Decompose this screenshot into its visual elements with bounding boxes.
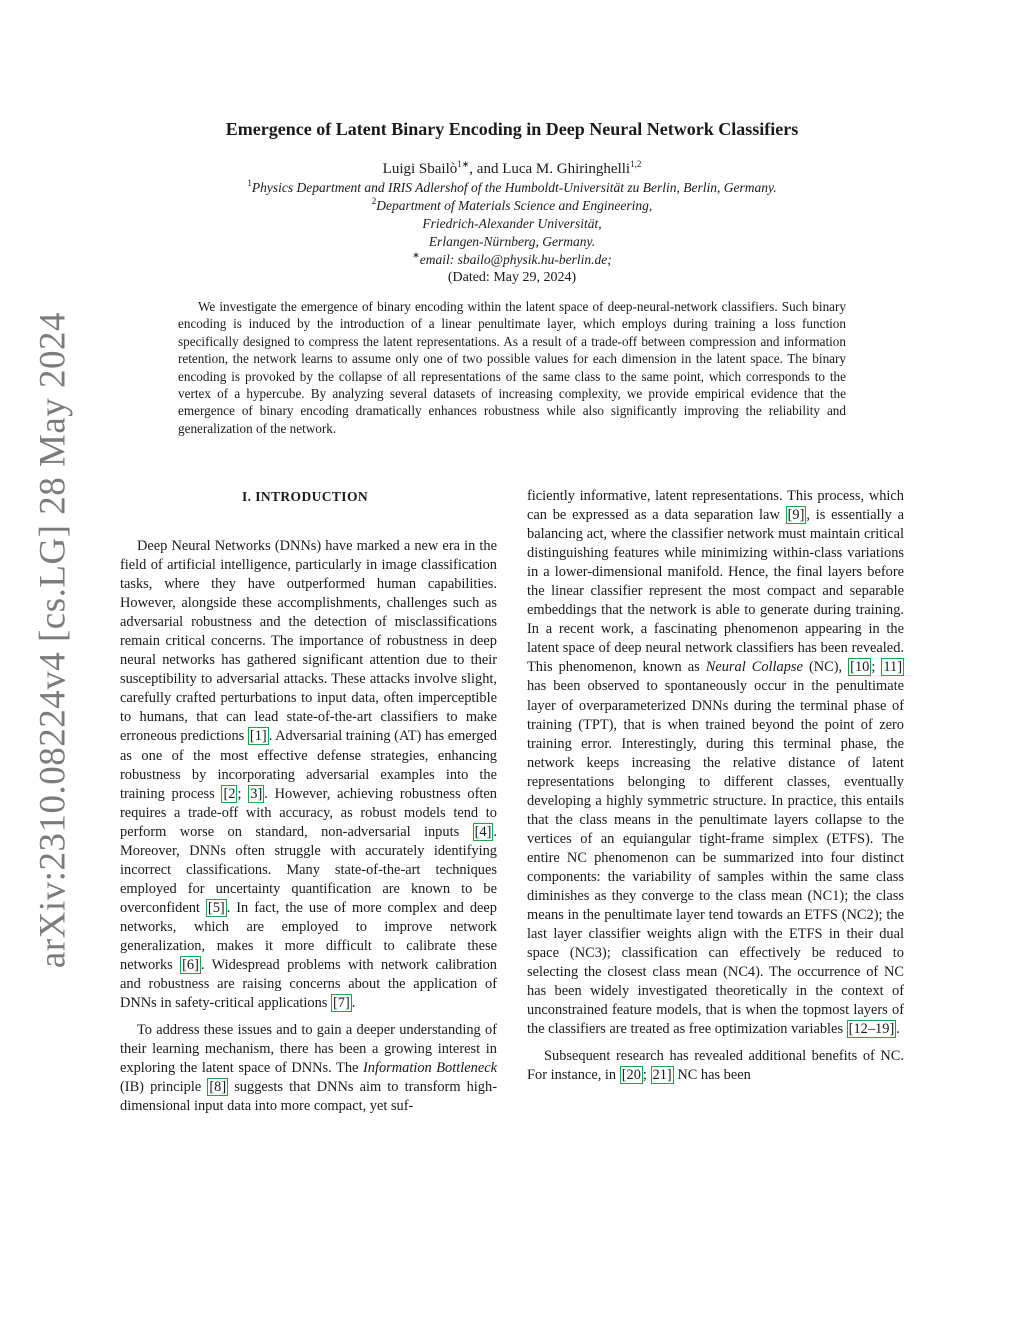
- citation-4[interactable]: [4]: [474, 823, 492, 840]
- email-text: email: sbailo@physik.hu-berlin.de;: [419, 252, 612, 267]
- affiliation-1-text: Physics Department and IRIS Adlershof of the Humboldt-Universität zu Berlin, Berlin, Germany.: [251, 180, 777, 195]
- affiliation-2: [120, 198, 904, 214]
- dated-line: (Dated: May 29, 2024): [447, 270, 577, 285]
- citation-21[interactable]: 21]: [652, 1067, 672, 1084]
- right-column: [527, 487, 904, 1093]
- citation-1[interactable]: [1]: [249, 728, 267, 745]
- citation-6[interactable]: [6]: [182, 957, 199, 974]
- paper-title: Emergence of Latent Binary Encoding in Deep Neural Network Classifiers: [225, 119, 799, 139]
- citation-11[interactable]: 11]: [883, 659, 902, 676]
- author-1: Luigi Sbailò: [382, 161, 458, 177]
- intro-paragraph-2-continued: ficiently informative, latent representations. This process, which can be expressed as a data separation law [9] , is essentially a balancing act, where the classifier network must maintain critical distinguishing features while minimizing within-class variations in a lower-dimensional manifold. Hence, the final layers before the linear classifier represent the most compact and separable embeddings that the network is able to generate during training. In a recent work, a fascinating phenomenon appearing in the latent space of deep neural network classifiers has been revealed. This phenomenon, known as Neural Collapse (NC), [10 ; 11] has been observed to spontaneously occur in the penultimate layer of overparameterized DNNs during the terminal phase of training (TPT), that is when trained beyond the point of zero training error. Interestingly, during this terminal phase, the network keeps increasing the relative distance of latent representations belonging to different classes, eventually developing a highly symmetric structure. In practice, this entails that the class means in the penultimate layers collapse to the vertices of an equiangular tight-frame simplex (ETFS). The entire NC phenomenon can be summarized into four distinct components: the variability of samples within the same class diminishes as they converge to the class mean (NC1); the class means in the penultimate layer tend towards an ETFS (NC2); the last layer classifier weights align with the ETFS in their dual space (NC3); classification can effectively be reduced to selecting the closest class mean (NC4). The occurrence of NC has been widely investigated theoretically in the context of unconstrained feature models, that is when the topmost layers of the classifiers are treated as free optimization variables [12–19] .: [527, 488, 904, 1038]
- citation-2[interactable]: [2: [223, 785, 236, 802]
- affiliation-2-line3: Erlangen-Nürnberg, Germany.: [428, 234, 596, 249]
- citation-9[interactable]: [9]: [787, 507, 805, 524]
- affiliation-2-sup: 2: [371, 196, 377, 206]
- author-2-sup: 1,2: [630, 159, 642, 169]
- citation-20[interactable]: [20: [621, 1067, 641, 1084]
- citation-10[interactable]: [10: [850, 659, 870, 676]
- citation-8[interactable]: [8]: [209, 1079, 227, 1096]
- affiliation-2-line2: Friedrich-Alexander Universität,: [422, 216, 602, 231]
- affiliation-1: [120, 180, 904, 196]
- author-line: [120, 161, 904, 178]
- intro-paragraph-3: Subsequent research has revealed additional benefits of NC. For instance, in [20 ; 21] NC has been: [527, 1048, 904, 1084]
- intro-paragraph-2: To address these issues and to gain a deeper understanding of their learning mechanism, there has been a growing interest in exploring the latent space of DNNs. The Information Bottleneck (IB) principle [8] suggests that DNNs aim to transform high-dimensional input data into more compact, yet suf-: [120, 1022, 497, 1115]
- citation-7[interactable]: [7]: [333, 995, 350, 1012]
- left-column: [120, 537, 497, 1124]
- arxiv-id[interactable]: arXiv:2310.08224v4 [cs.LG] 28 May 2024: [32, 311, 74, 969]
- author-1-sup: 1∗: [457, 159, 470, 169]
- affiliation-2-line1: Department of Materials Science and Engineering,: [376, 198, 653, 213]
- email-sup: ∗: [412, 250, 420, 260]
- abstract: [178, 298, 846, 437]
- citation-5[interactable]: [5]: [207, 899, 225, 916]
- citation-12-19[interactable]: [12–19]: [848, 1021, 895, 1038]
- email-line: [120, 252, 904, 268]
- intro-paragraph-1: Deep Neural Networks (DNNs) have marked a new era in the field of artificial intelligence, particularly in image classification tasks, where they have outperformed human capabilities. However, alongside these accomplishments, challenges such as adversarial robustness and the detection of misclassifications remain critical concerns. The importance of robustness in deep neural networks has gathered significant attention due to their susceptibility to adversarial attacks. These attacks involve slight, carefully crafted perturbations to input data, often imperceptible to humans, that can lead state-of-the-art classifiers to make erroneous predictions [1] . Adversarial training (AT) has emerged as one of the most effective defense strategies, enhancing robustness by incorporating adversarial examples into the training process [2 ; 3] . However, achieving robustness often requires a trade-off with accuracy, as robust models tend to perform worse on standard, non-adversarial inputs [4] . Moreover, DNNs often struggle with accurately identifying incorrect classifications. Many state-of-the-art techniques employed for uncertainty quantification are known to be overconfident [5] . In fact, the use of more complex and deep networks, which are employed to improve network generalization, makes it more difficult to calibrate these networks [6] . Widespread problems with network calibration and robustness are raising concerns about the application of DNNs in safety-critical applications [7] .: [120, 538, 497, 1012]
- affiliation-1-sup: 1: [247, 178, 252, 188]
- author-joiner: , and Luca M. Ghiringhelli: [469, 161, 631, 177]
- citation-3[interactable]: 3]: [250, 785, 263, 802]
- section-heading-introduction: I. INTRODUCTION: [241, 489, 369, 504]
- abstract-text: We investigate the emergence of binary encoding within the latent space of deep-neural-network classifiers. Such binary encoding is induced by the introduction of a linear penultimate layer, which employs during training a loss function specifically designed to compress the latent representations. As a result of a trade-off between compression and information retention, the network learns to assume only one of two possible values for each dimension in the latent space. The binary encoding is provoked by the collapse of all representations of the same class to the same point, which corresponds to the vertex of a hypercube. By analyzing several datasets of increasing complexity, we provide empirical evidence that the emergence of binary encoding dramatically enhances robustness while also significantly improving the reliability and generalization of the network.: [178, 299, 846, 436]
